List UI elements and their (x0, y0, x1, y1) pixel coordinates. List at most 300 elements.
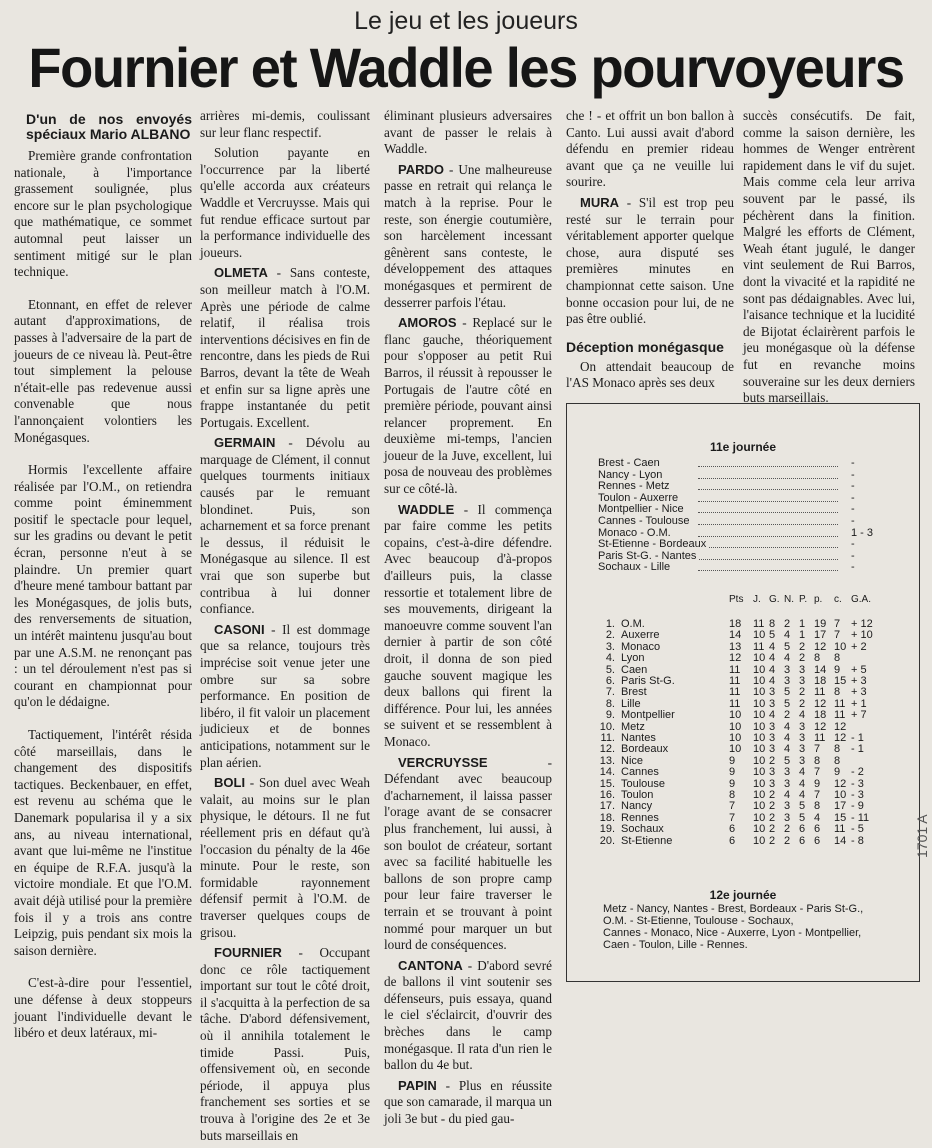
team-name: Sochaux (621, 823, 664, 836)
match-score: - (851, 468, 855, 481)
stat-p: 2 (799, 697, 806, 710)
team-name: St-Etienne (621, 834, 673, 847)
stat-pts: 7 (729, 811, 736, 824)
rank: 9. (605, 709, 615, 722)
stat-n: 3 (784, 663, 791, 676)
standings-row (597, 732, 887, 744)
stat-c: 12 (834, 732, 847, 744)
stat-p: 2 (799, 686, 806, 699)
stat-j: 10 (753, 629, 766, 642)
player-rating: VERCRUYSSE - Défendant avec beaucoup d'acharnement, il laissa passer l'orage avant de se consacrer plus franchement, lui aussi, à son boulot de créateur, sortant avec sa facilité habituelle les ballons de son propre camp pour leur faire traverser le terrain et se trouvant à point nommé pour marquer un but lourd de conséquences. (384, 754, 552, 953)
stat-n: 2 (784, 834, 791, 847)
stat-ga: - 3 (851, 789, 864, 801)
player-rating: FOURNIER - Occupant donc ce rôle tactiquement important sur tout le côté droit, il s'acquitta à la perfection de sa tâche. D'abord défensivement, où il annihila totalement le timide Passi. Puis, offensivement où, en seconde période, il appuya plus franchement ses sorties et se trouva à l'origine des 2e et 3e buts marseillais en (200, 945, 370, 1143)
team-name: Brest (621, 686, 647, 699)
stat-j: 10 (753, 720, 766, 733)
stat-pp: 18 (814, 675, 827, 687)
stat-ga: + 2 (851, 640, 867, 653)
rank: 5. (605, 663, 615, 676)
stat-pts: 12 (729, 652, 742, 665)
match-score: - (851, 561, 855, 574)
stat-j: 11 (753, 640, 765, 653)
stat-ga: + 3 (851, 686, 867, 699)
player-name: PAPIN (398, 1077, 437, 1093)
stat-c: 11 (834, 709, 846, 722)
standings-row (597, 698, 887, 710)
stat-pp: 7 (814, 789, 821, 801)
stat-c: 8 (834, 743, 841, 756)
stat-pts: 9 (729, 777, 736, 790)
stat-c: 12 (834, 720, 847, 733)
stat-pts: 11 (729, 697, 741, 710)
player-rating: AMOROS - Replacé sur le flanc gauche, théoriquement pour s'opposer au petit Rui Barros, il réussit à repousser le Portugais de l'autre côté en première période, pouvant ainsi relancer proprement. En deuxième mi-temps, l'ancien joueur de la Juve, excellent, lui posa de nouveau des problèmes sur ce côté-là. (384, 315, 552, 497)
standings-row (597, 721, 887, 733)
stat-n: 3 (784, 811, 791, 824)
team-name: Bordeaux (621, 743, 669, 756)
stat-p: 3 (799, 675, 806, 687)
rank: 19. (599, 823, 615, 836)
stat-j: 10 (753, 697, 766, 710)
stat-p: 2 (799, 640, 806, 653)
fixture-line: Cannes - Monaco, Nice - Auxerre, Lyon - Montpellier, (603, 927, 862, 939)
stat-ga: + 10 (851, 629, 873, 642)
standings-row (597, 755, 887, 767)
player-name: PARDO (398, 161, 444, 177)
stat-c: 8 (834, 686, 841, 699)
kicker: Le jeu et les joueurs (354, 7, 578, 35)
match-teams: Monaco - O.M. (598, 527, 674, 539)
stat-ga: + 7 (851, 709, 867, 722)
standings-row (597, 664, 887, 676)
player-name: CASONI (214, 621, 265, 637)
stat-pp: 12 (814, 697, 827, 710)
paragraph: Première grande confrontation nationale, à l'importance grassement soulignée, plus encore sur le plan psychologique que mathématique, ce sommet automnal peut laisser un sentiment mitigé sur le plan technique. (14, 148, 192, 280)
standings-row (597, 766, 887, 778)
match-score: - (851, 549, 855, 562)
standings-row (597, 800, 887, 812)
stat-pp: 7 (814, 743, 821, 756)
match-row (598, 550, 888, 562)
stat-pp: 8 (814, 800, 821, 813)
fixture-line: Caen - Toulon, Lille - Rennes. (603, 939, 748, 951)
match-row (598, 469, 888, 481)
rank: 11. (600, 732, 615, 744)
player-name: MURA (580, 194, 619, 210)
match-score: 1 - 3 (851, 526, 874, 539)
column-header: G. (769, 594, 780, 605)
column-header: G.A. (851, 594, 872, 605)
stat-g: 3 (769, 720, 776, 733)
team-name: Montpellier (621, 709, 675, 722)
player-name: WADDLE (398, 501, 455, 517)
paragraph: éliminant plusieurs adversaires avant de passer le relais à Waddle. (384, 108, 552, 157)
paragraph: On attendait beaucoup de l'AS Monaco après ses deux (566, 358, 734, 391)
standings-row (597, 629, 887, 641)
player-rating: OLMETA - Sans conteste, son meilleur match à l'O.M. Après une période de calme relatif, il réalisa trois interventions décisives en fin de rencontre, dans les pieds de Rui Barros, devant la tête de Weah et enfin sur sa ligne après une frappe instantanée du petit Portugais. Excellent. (200, 265, 370, 430)
stat-ga: - 1 (851, 743, 864, 756)
standings-row (597, 743, 887, 755)
stat-j: 10 (753, 800, 766, 813)
stat-pts: 13 (729, 640, 742, 653)
rank: 20. (599, 834, 615, 847)
standings-row (597, 618, 887, 630)
column-4 (566, 104, 734, 396)
stat-j: 10 (753, 686, 766, 699)
stat-j: 10 (753, 652, 766, 665)
stat-pp: 8 (814, 754, 821, 767)
match-teams: Cannes - Toulouse (598, 515, 693, 527)
stat-g: 3 (769, 686, 776, 699)
stat-g: 4 (769, 675, 776, 687)
stat-pts: 11 (729, 675, 741, 687)
stat-g: 2 (769, 754, 776, 767)
stat-pts: 9 (729, 754, 736, 767)
stat-g: 5 (769, 629, 776, 642)
stat-ga: - 1 (851, 732, 864, 744)
rank: 2. (605, 629, 615, 642)
stat-n: 3 (784, 777, 791, 790)
player-rating: MURA - S'il est trop peu resté sur le terrain pour véritablement apporter quelque chose, aura disputé ses premières minutes en championnat cette saison. Une bonne occasion pour lui, de ne pas être oublié. (566, 194, 734, 327)
rating-text: Défendant avec beaucoup d'acharnement, il laissa passer l'orage avant de se consacrer plus franchement, lui aussi, à son boulot de créateur, sortant avec sa facilité habituelle les ballons de son propre camp pour leur faire traverser le terrain et se trouvant à point nommé pour marquer un but lourd de conséquences. (384, 771, 552, 953)
team-name: Metz (621, 720, 645, 733)
rank: 1. (605, 618, 615, 630)
team-name: Auxerre (621, 629, 660, 642)
stat-n: 5 (784, 697, 791, 710)
stat-g: 2 (769, 811, 776, 824)
player-rating: BOLI - Son duel avec Weah valait, au moins sur le plan physique, le détours. Il ne fut réellement pris en défaut qu'à l'occasion du pénalty de la 46e minute. Pour le reste, son formidable rayonnement défensif permit à l'O.M. de traverser quelques coups de grisou. (200, 775, 370, 940)
byline: D'un de nos envoyés spéciaux Mario ALBANO (26, 111, 192, 142)
stat-ga: - 11 (851, 811, 870, 824)
stat-g: 2 (769, 834, 776, 847)
standings-row (597, 675, 887, 687)
rating-text: Il commença par faire comme les petits copains, c'est-à-dire défendre. Avec beaucoup d'à-propos d'ailleurs puis, la classe ressortie et totalement libre de ses mouvements, dirigeant la manoeuvre comme souvent l'an dernier à partir de son côté droit, il donna de son pied gauche souvent magique les deux ballons qui firent la différence. Pour lui, les années se suivent et se ressemblent à Monaco. (384, 501, 552, 749)
standings-row (597, 789, 887, 801)
team-name: Nice (621, 754, 644, 767)
stat-pts: 6 (729, 834, 736, 847)
stat-ga: + 3 (851, 675, 867, 687)
player-rating: PAPIN - Plus en réussite que son camarade, il marqua un joli 3e but - du pied gau- (384, 1077, 552, 1127)
stat-j: 10 (753, 777, 766, 790)
player-rating: WADDLE - Il commença par faire comme les petits copains, c'est-à-dire défendre. Avec beaucoup d'à-propos d'ailleurs puis, la classe ressortie et totalement libre de ses mouvements, dirigeant la manoeuvre comme souvent l'an dernier à partir de son côté droit, il donna de son pied gauche souvent magique les deux ballons qui firent la différence. Pour lui, les années se suivent et se ressemblent à Monaco. (384, 501, 552, 749)
rating-text: Plus en réussite que son camarade, il marqua un joli 3e but - du pied gau- (384, 1077, 552, 1127)
match-row (598, 492, 888, 504)
stat-p: 3 (799, 743, 806, 756)
stat-pp: 6 (814, 834, 821, 847)
rating-text: D'abord sevré de ballons il vint soutenir ses défenseurs, puis essaya, quand le ciel s'éclaircit, d'ouvrir des brèches dans le camp monégasque. Il rata d'un rien le ballon du 4e but. (384, 957, 552, 1073)
stat-p: 3 (799, 663, 806, 676)
stat-p: 6 (799, 823, 806, 836)
standings-row (597, 835, 887, 847)
player-name: CANTONA (398, 957, 463, 973)
match-score: - (851, 480, 855, 493)
stat-c: 9 (834, 663, 841, 676)
rating-text: Occupant donc ce rôle tactiquement important sur tout le côté droit, il s'acquitta à la perfection de sa tâche. D'abord défensivement, où il annihila totalement le timide Passi. Puis, offensivement où, en seconde période, il appuya plus franchement ses sorties et se trouva à l'origine des 2e et 3e buts marseillais en (200, 945, 370, 1143)
player-name: GERMAIN (214, 435, 276, 451)
stat-ga: - 9 (851, 800, 864, 813)
rank: 10. (599, 720, 615, 733)
stat-g: 2 (769, 800, 776, 813)
column-header: J. (753, 594, 761, 605)
next-round-title: 12e journée (709, 888, 777, 902)
rating-text: Replacé sur le flanc gauche, théoriquement pour s'opposer au petit Rui Barros, il réussit à repousser le Portugais de l'autre côté en première période, pouvant ainsi relancer proprement. En deuxième mi-temps, l'ancien joueur de la Juve, excellent, lui posa de nouveau des problèmes sur ce côté-là. (384, 315, 552, 497)
stat-n: 3 (784, 675, 791, 687)
player-rating: CASONI - Il est dommage que sa relance, toujours très imprécise soit venue jeter une ombre sur sa sobre performance. En position de libéro, il fit valoir un placement judicieux et de bonnes anticipations, notamment sur le plan aérien. (200, 621, 370, 770)
rank: 13. (599, 754, 615, 767)
stat-j: 10 (753, 709, 766, 722)
stat-pts: 9 (729, 766, 736, 779)
match-teams: Nancy - Lyon (598, 469, 665, 481)
match-teams: Brest - Caen (598, 457, 663, 469)
stat-c: 10 (834, 640, 847, 653)
paragraph: succès consécutifs. De fait, comme la saison dernière, les hommes de Wenger entrèrent rapidement dans le vif du sujet. Mais comme cela leur arriva souvent par le passé, ils péchèrent dans la finition. Malgré les efforts de Clément, Weah étant jugulé, le danger vint seulement de Rui Barros, dont la vivacité et la rapidité ne sont pas dédaignables. Avec lui, l'aisance technique et la lucidité de Bijotat éclairèrent parfois le jeu monégasque où la défense fut en revanche moins souveraine sur les deux derniers buts marseillais. (743, 108, 915, 406)
match-row (598, 457, 888, 469)
team-name: Caen (621, 663, 648, 676)
standings-row (597, 641, 887, 653)
stat-p: 3 (799, 754, 806, 767)
stat-n: 4 (784, 720, 791, 733)
stat-n: 4 (784, 743, 791, 756)
team-name: Toulon (621, 789, 654, 801)
team-name: Cannes (621, 766, 659, 779)
stat-ga: + 1 (851, 697, 867, 710)
stat-c: 15 (834, 675, 847, 687)
match-score: - (851, 515, 855, 527)
column-3 (384, 104, 552, 1132)
match-teams: St-Etienne - Bordeaux (598, 538, 709, 550)
match-row (598, 538, 888, 550)
standings-row (597, 778, 887, 790)
paragraph: Hormis l'excellente affaire réalisée par l'O.M., on retiendra comme point éminemment positif le spectacle pour lequel, sur les gradins ou devant le petit écran, personne n'eut à se plaindre. Un premier quart d'heure mené tambour battant par les Monégasques, de jolis buts, des renversements de situation, un intérêt maintenu jusqu'au bout par une A.S.M. ne renonçant pas : un tel déroulement n'est pas si courant en championnat pour qu'on le dédaigne. (14, 462, 192, 710)
team-name: Lyon (621, 652, 645, 665)
rank: 15. (599, 777, 615, 790)
player-rating: GERMAIN - Dévolu au marquage de Clément, il connut quelques tourments initiaux causés par le remuant blondinet. Puis, son acharnement et sa force prenant le dessus, il réduisit le Monégasque au silence. Il est vrai que son superbe but contribua à lui donner confiance. (200, 435, 370, 617)
stat-p: 4 (799, 789, 806, 801)
team-name: Toulouse (621, 777, 666, 790)
match-teams: Sochaux - Lille (598, 561, 673, 573)
stat-pts: 11 (729, 663, 741, 676)
rank: 7. (605, 686, 615, 699)
stat-j: 10 (753, 766, 766, 779)
stat-p: 1 (799, 618, 806, 630)
stat-g: 3 (769, 697, 776, 710)
stat-j: 10 (753, 675, 766, 687)
standings-row (597, 709, 887, 721)
match-score: - (851, 538, 855, 551)
stat-pts: 10 (729, 732, 742, 744)
rank: 14. (599, 766, 615, 779)
stat-j: 11 (753, 618, 765, 630)
stat-p: 2 (799, 652, 806, 665)
stat-pts: 11 (729, 686, 741, 699)
stat-p: 5 (799, 811, 806, 824)
stat-pts: 14 (729, 629, 742, 642)
stat-j: 10 (753, 823, 766, 836)
player-rating: CANTONA - D'abord sevré de ballons il vint soutenir ses défenseurs, puis essaya, quand le ciel s'éclaircit, d'ouvrir des brèches dans le camp monégasque. Il rata d'un rien le ballon du 4e but. (384, 957, 552, 1073)
match-row (598, 527, 888, 539)
stat-g: 8 (769, 618, 776, 630)
stat-pp: 17 (814, 629, 827, 642)
team-name: Rennes (621, 811, 659, 824)
stat-pts: 10 (729, 709, 742, 722)
player-rating: PARDO - Une malheureuse passe en retrait qui relança le match à la reprise. Pour le reste, son énergie coutumière, son harcèlement incessant gênèrent sans conteste, le développement des attaques monégasques et permirent de desserrer parfois l'étau. (384, 161, 552, 310)
stat-j: 10 (753, 811, 766, 824)
rank: 4. (605, 652, 615, 665)
match-row (598, 561, 888, 573)
stat-g: 2 (769, 789, 776, 801)
stat-ga: - 5 (851, 823, 864, 836)
stat-p: 6 (799, 834, 806, 847)
team-name: Paris St-G. (621, 675, 675, 687)
team-name: Monaco (621, 640, 661, 653)
stat-j: 10 (753, 789, 766, 801)
stat-ga: - 8 (851, 834, 864, 847)
rating-text: Sans conteste, son meilleur match à l'O.M. Après une période de calme relatif, il réalisa trois interventions décisives en fin de rencontre, dans les pieds de Rui Barros, devant la tête de Weah et enfin sur sa ligne après une frappe instantanée du petit Portugais. Excellent. (200, 265, 370, 430)
column-header: c. (834, 594, 842, 605)
column-header: p. (814, 594, 823, 605)
player-name: FOURNIER (214, 945, 282, 961)
stat-pts: 8 (729, 789, 736, 801)
stat-n: 4 (784, 789, 791, 801)
stat-c: 11 (834, 823, 846, 836)
page-reference: 1701 A (914, 814, 930, 858)
stat-g: 3 (769, 743, 776, 756)
stat-pp: 6 (814, 823, 821, 836)
stat-pts: 7 (729, 800, 736, 813)
stat-pts: 10 (729, 743, 742, 756)
stat-c: 12 (834, 777, 847, 790)
stat-j: 10 (753, 834, 766, 847)
rating-text: Dévolu au marquage de Clément, il connut quelques tourments initiaux causés par le remuant blondinet. Puis, son acharnement et sa force prenant le dessus, il réduisit le Monégasque au silence. Il est vrai que son superbe but contribua à lui donner confiance. (200, 435, 370, 617)
stat-c: 7 (834, 618, 841, 630)
stat-pp: 12 (814, 640, 827, 653)
stat-p: 4 (799, 766, 806, 779)
match-teams: Toulon - Auxerre (598, 492, 681, 504)
stat-n: 5 (784, 754, 791, 767)
rank: 8. (605, 697, 615, 710)
match-score: - (851, 457, 855, 469)
stat-g: 4 (769, 652, 776, 665)
match-row (598, 515, 888, 527)
column-2 (200, 104, 370, 1148)
stat-c: 17 (834, 800, 847, 813)
stat-pp: 9 (814, 777, 821, 790)
headline: Fournier et Waddle les pourvoyeurs (28, 36, 904, 99)
player-name: BOLI (214, 775, 246, 791)
stat-n: 4 (784, 732, 791, 744)
stat-n: 2 (784, 709, 791, 722)
rank: 16. (599, 789, 615, 801)
stat-g: 4 (769, 709, 776, 722)
match-score: - (851, 491, 855, 504)
match-teams: Montpellier - Nice (598, 503, 687, 515)
stat-pts: 6 (729, 823, 736, 836)
stat-p: 3 (799, 720, 806, 733)
stat-c: 11 (834, 697, 846, 710)
stat-g: 3 (769, 777, 776, 790)
stat-n: 5 (784, 686, 791, 699)
stat-c: 7 (834, 629, 841, 642)
stat-g: 3 (769, 732, 776, 744)
player-name: VERCRUYSSE (398, 754, 488, 770)
stat-n: 2 (784, 618, 791, 630)
team-name: O.M. (621, 618, 645, 630)
stat-ga: + 5 (851, 663, 867, 676)
rating-text: Une malheureuse passe en retrait qui relança le match à la reprise. Pour le reste, son énergie coutumière, son harcèlement incessant gênèrent sans conteste, le développement des attaques monégasques et permirent de desserrer parfois l'étau. (384, 161, 552, 310)
paragraph: Tactiquement, l'intérêt résida côté marseillais, dans le changement des dispositifs tactiques. Beckenbauer, en effet, est revenu au schéma que le Danemark popularisa il y a six ans, au niveau international, avant que lui-même ne l'institue en équipe de R.F.A. jusqu'à la victoire mondiale. Et que l'O.M. avait déjà utilisé pour la première fois il y a trois ans contre Leipzig, puis pendant six mois la saison dernière. (14, 727, 192, 958)
team-name: Nantes (621, 732, 656, 744)
standings-row (597, 812, 887, 824)
stat-c: 8 (834, 754, 841, 767)
stat-pp: 4 (814, 811, 821, 824)
stat-ga: - 2 (851, 766, 864, 779)
stat-c: 15 (834, 811, 847, 824)
paragraph: C'est-à-dire pour l'essentiel, une défense à deux stoppeurs jouant l'individuelle devant le libéro et deux latéraux, mi- (14, 975, 192, 1041)
stat-g: 2 (769, 823, 776, 836)
stat-pp: 12 (814, 720, 827, 733)
stat-c: 9 (834, 766, 841, 779)
stat-pp: 18 (814, 709, 827, 722)
next-round-fixtures (603, 903, 893, 951)
column-header: N. (784, 594, 794, 605)
match-row (598, 503, 888, 515)
player-name: OLMETA (214, 265, 268, 281)
standings-row (597, 686, 887, 698)
stat-pts: 18 (729, 618, 742, 630)
stat-n: 3 (784, 766, 791, 779)
standings-row (597, 823, 887, 835)
column-header: Pts (729, 594, 744, 605)
paragraph: Etonnant, en effet de relever autant d'approximations, de passes à l'adversaire de la part de joueurs de ce niveau là. Peut-être tout simplement la pelouse n'était-elle pas redevenue aussi convenable que nous l'annonçaient volontiers les Monégasques. (14, 296, 192, 445)
column-header: P. (799, 594, 808, 605)
stat-pp: 7 (814, 766, 821, 779)
subheading: Déception monégasque (566, 338, 724, 355)
column-5 (743, 104, 915, 411)
stat-n: 2 (784, 823, 791, 836)
rank: 6. (605, 675, 615, 687)
match-teams: Rennes - Metz (598, 480, 673, 492)
stat-n: 4 (784, 652, 791, 665)
paragraph: che ! - et offrit un bon ballon à Canto. Lui aussi avait d'abord défendu en premier rideau avant que ça ne veuille lui sourire. (566, 108, 734, 190)
stat-pts: 10 (729, 720, 742, 733)
stat-p: 1 (799, 629, 806, 642)
match-teams: Paris St-G. - Nantes (598, 550, 699, 562)
fixture-line: O.M. - St-Etienne, Toulouse - Sochaux, (603, 915, 794, 927)
rank: 18. (599, 811, 615, 824)
standings-row (597, 652, 887, 664)
stat-p: 4 (799, 777, 806, 790)
stat-p: 3 (799, 732, 806, 744)
rating-text: Il est dommage que sa relance, toujours très imprécise soit venue jeter une ombre sur sa sobre performance. En position de libéro, il fit valoir un placement judicieux et de bonnes anticipations, notamment sur le plan aérien. (200, 621, 370, 770)
stat-p: 5 (799, 800, 806, 813)
stat-pp: 11 (814, 686, 826, 699)
stat-n: 4 (784, 629, 791, 642)
stat-g: 3 (769, 766, 776, 779)
rating-text: S'il est trop peu resté sur le terrain pour véritablement apporter quelque chose, aura disputé ses premières minutes en championnat cette saison. Une bonne occasion pour lui, de ne pas être oublié. (566, 194, 734, 327)
stat-n: 3 (784, 800, 791, 813)
stat-ga: + 12 (851, 618, 873, 630)
team-name: Nancy (621, 800, 653, 813)
column-1 (14, 112, 192, 1058)
team-name: Lille (621, 697, 641, 710)
stat-pp: 11 (814, 732, 826, 744)
rank: 3. (605, 640, 615, 653)
stat-pp: 14 (814, 663, 827, 676)
match-score: - (851, 503, 855, 516)
results-box (566, 403, 920, 982)
stat-p: 4 (799, 709, 806, 722)
stat-g: 4 (769, 640, 776, 653)
stat-j: 10 (753, 754, 766, 767)
